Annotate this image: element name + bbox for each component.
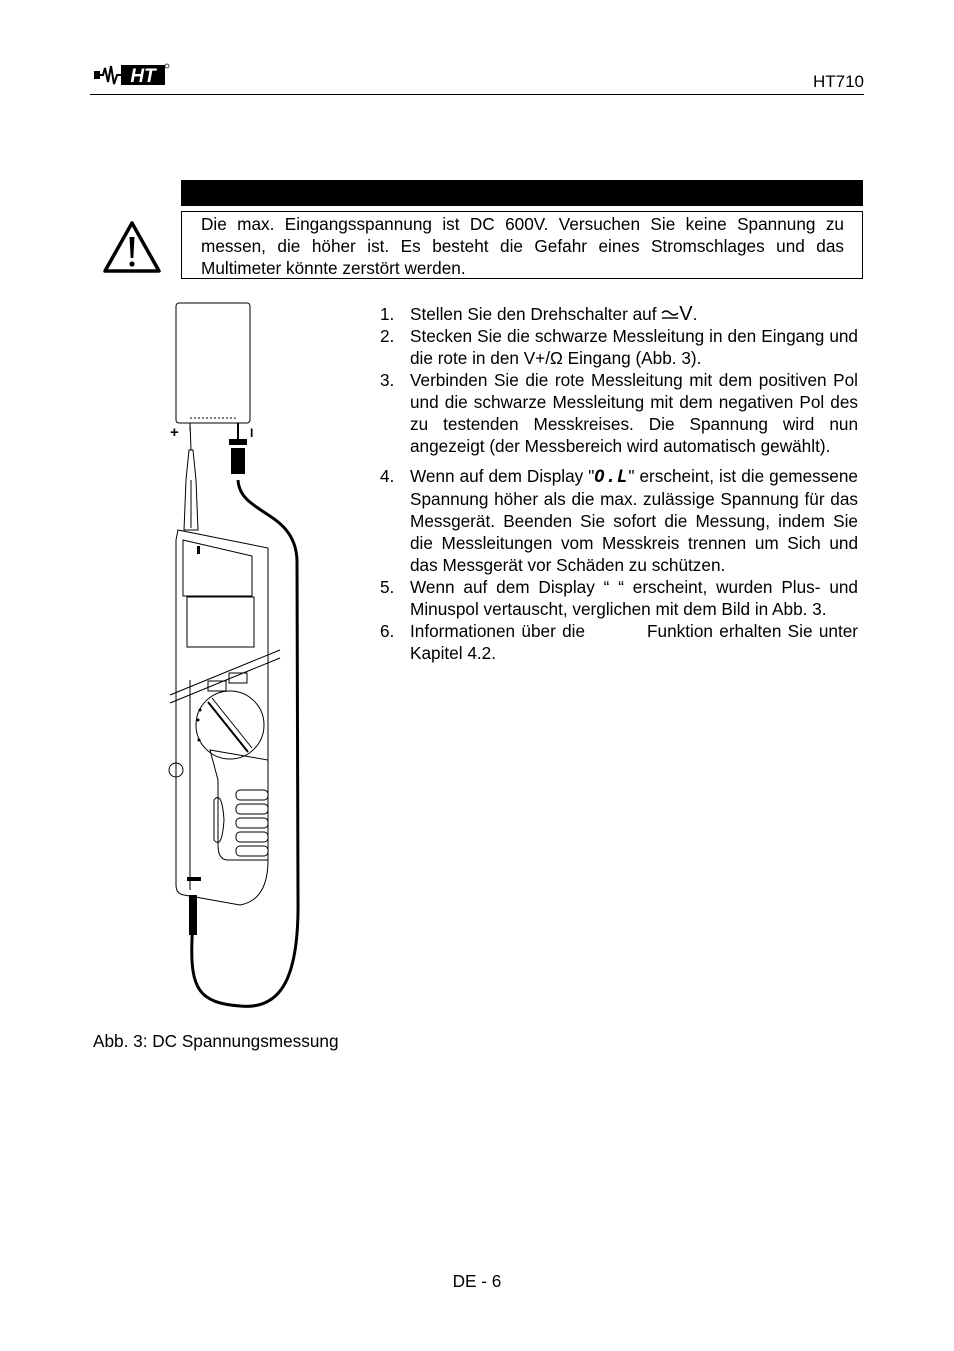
header-rule: [90, 94, 864, 95]
rotary-switch: [196, 691, 264, 759]
meter-display: [187, 597, 254, 647]
step-number: 1.: [380, 304, 395, 324]
step-number: 6.: [380, 621, 395, 641]
minus-label: I: [250, 426, 254, 440]
warning-box: [181, 211, 863, 279]
step-text-end: .: [692, 304, 698, 324]
step-text: Wenn auf dem Display “ “ erscheint, wurden Plus- und Minuspol vertauscht, verglichen mit dem Bild in Abb. 3.: [410, 577, 858, 619]
section-title-bar: [181, 180, 863, 206]
step-3: [380, 369, 858, 457]
procedure-steps: [380, 303, 858, 664]
step-number: 2.: [380, 326, 395, 346]
brand-text: HT: [130, 66, 156, 87]
step-5: [380, 576, 858, 620]
model-name: HT710: [812, 72, 864, 91]
warning-triangle-icon: [102, 220, 162, 274]
warning-text: Die max. Eingangsspannung ist DC 600V. Versuchen Sie keine Spannung zu messen, die höher ist. Es besteht die Gefahr eines Stromschlages und das Multimeter könnte zerstört werden.: [201, 214, 844, 278]
step-text: Stellen Sie den Drehschalter auf: [410, 304, 657, 324]
step-1: [380, 303, 858, 325]
step-6: [380, 620, 858, 664]
step-4: [380, 465, 858, 576]
volt-symbol: V: [679, 303, 693, 325]
step-number: 5.: [380, 577, 395, 597]
step-number: 4.: [380, 466, 395, 486]
step-text: Stecken Sie die schwarze Messleitung in den Eingang und die rote in den V+/Ω Eingang (Abb. 3).: [410, 326, 858, 368]
page-number: DE - 6: [452, 1271, 502, 1291]
circuit-under-test: [176, 303, 250, 423]
step-text: Verbinden Sie die rote Messleitung mit dem positiven Pol und die schwarze Messleitung mit dem negativen Pol des zu testenden Messkreises. Die Spannung wird nun angezeigt (der Messbereich wird automatisch gewählt).: [410, 370, 858, 456]
overload-display-symbol: O.L: [594, 467, 629, 487]
ac-dc-tilde-icon: [661, 309, 679, 323]
multimeter-figure: [160, 300, 320, 1020]
step-2: [380, 325, 858, 369]
step-text-start: Wenn auf dem Display ": [410, 466, 595, 486]
step-number: 3.: [380, 370, 395, 390]
step-text-end: " erscheint, ist die gemessene Spannung höher als die max. zulässige Spannung für das Messgerät. Beenden Sie sofort die Messung, indem Sie die Messleitungen vom Messkreis trennen um Sich und das Messgerät vor Schäden zu schützen.: [410, 466, 858, 575]
step-text-start: Informationen über die: [410, 621, 586, 641]
figure-caption: Abb. 3: DC Spannungsmessung: [93, 1031, 339, 1051]
step-text-end: Funktion erhalten Sie unter Kapitel 4.2.: [410, 621, 858, 663]
ht-logo: [94, 62, 170, 88]
plus-label: +: [170, 424, 179, 441]
